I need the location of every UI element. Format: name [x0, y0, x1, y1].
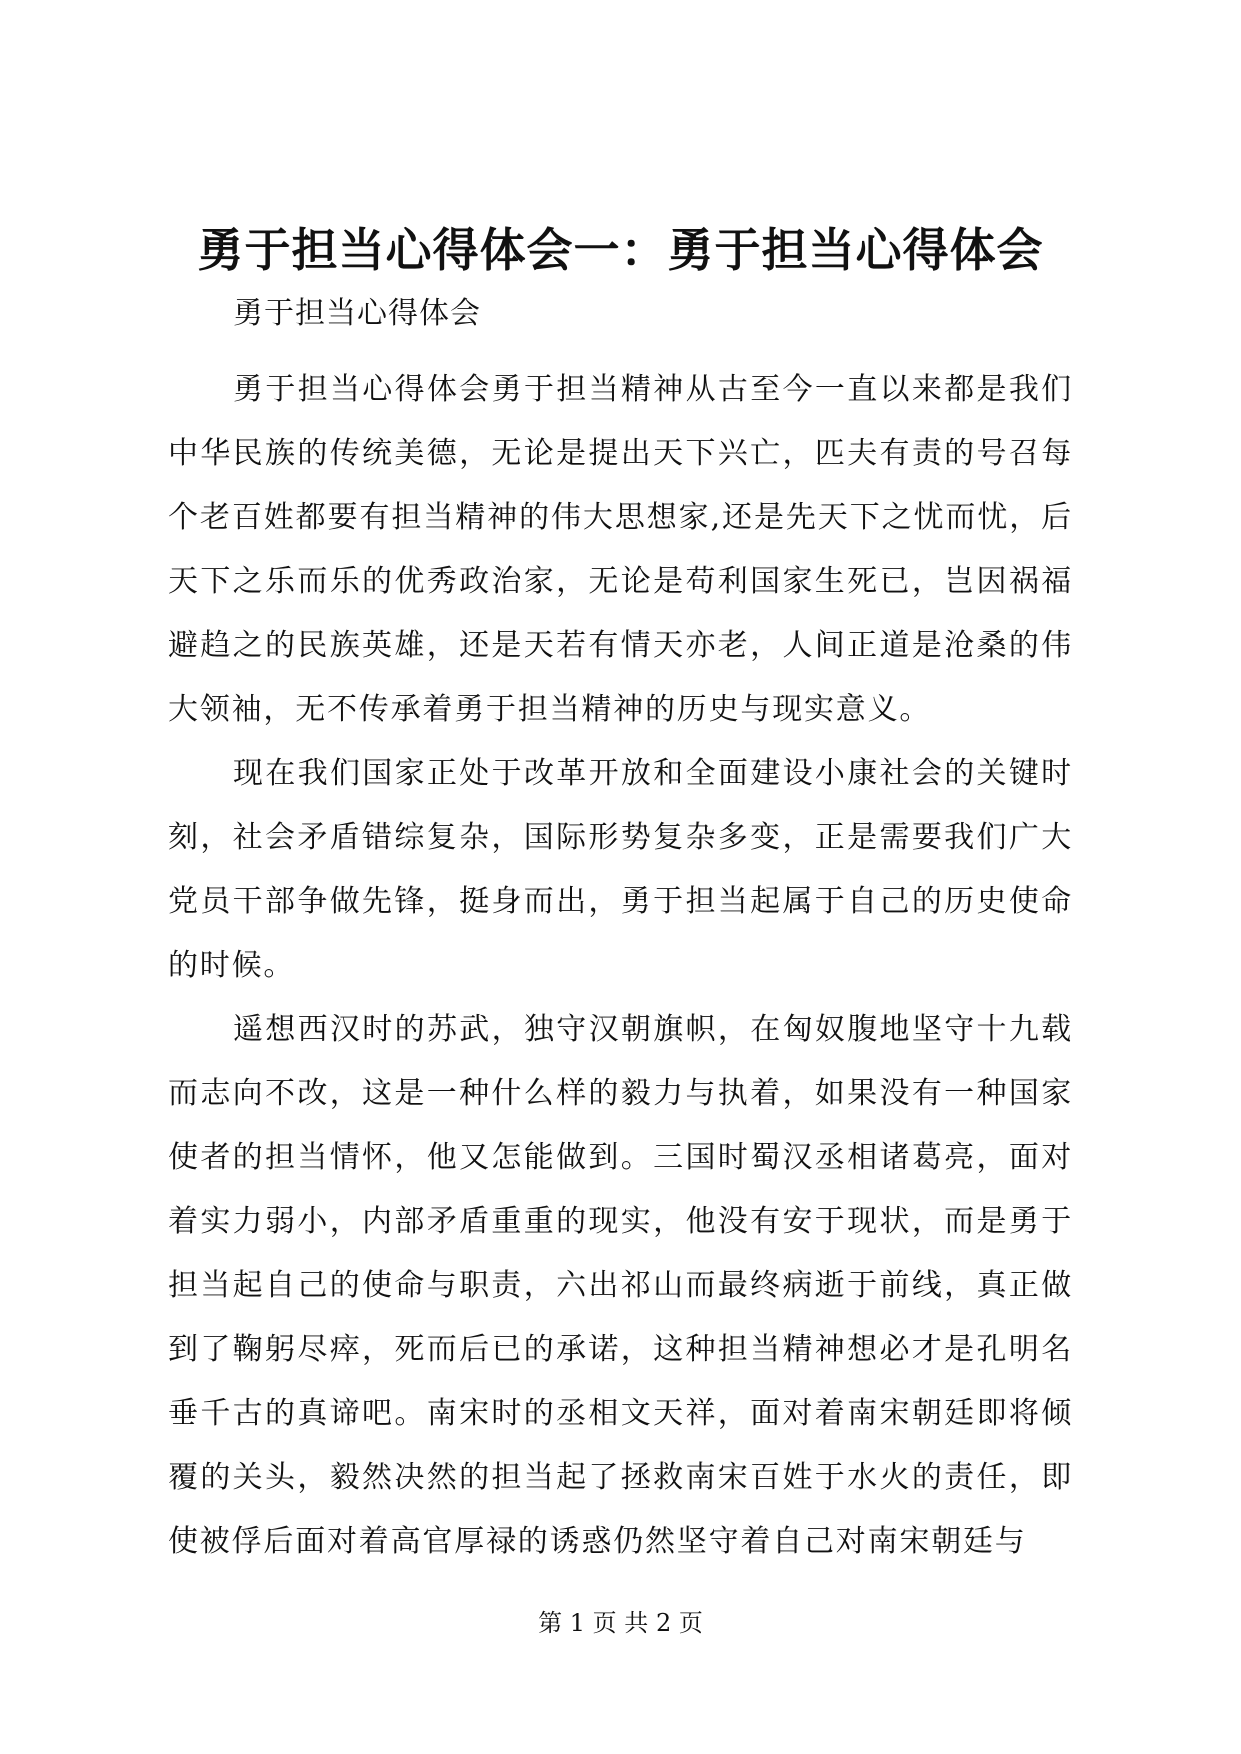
paragraph-2: 现在我们国家正处于改革开放和全面建设小康社会的关键时刻，社会矛盾错综复杂，国际形势复杂多变，正是需要我们广大党员干部争做先锋，挺身而出，勇于担当起属于自己的历史使命的时候。 — [168, 756, 1073, 983]
document-title: 勇于担当心得体会一：勇于担当心得体会 — [197, 223, 1044, 277]
paragraph-1: 勇于担当心得体会勇于担当精神从古至今一直以来都是我们中华民族的传统美德，无论是提出天下兴亡，匹夫有责的号召每个老百姓都要有担当精神的伟大思想家,还是先天下之忧而忧，后天下之乐而乐的优秀政治家，无论是苟利国家生死已，岂因祸福避趋之的民族英雄，还是天若有情天亦老，人间正道是沧桑的伟大领袖，无不传承着勇于担当精神的历史与现实意义。 — [168, 372, 1073, 727]
document-subtitle: 勇于担当心得体会 — [233, 296, 481, 331]
document-body — [168, 358, 1073, 1574]
paragraph-3: 遥想西汉时的苏武，独守汉朝旗帜，在匈奴腹地坚守十九载而志向不改，这是一种什么样的毅力与执着，如果没有一种国家使者的担当情怀，他又怎能做到。三国时蜀汉丞相诸葛亮，面对着实力弱小，内部矛盾重重的现实，他没有安于现状，而是勇于担当起自己的使命与职责，六出祁山而最终病逝于前线，真正做到了鞠躬尽瘁，死而后已的承诺，这种担当精神想必才是孔明名垂千古的真谛吧。南宋时的丞相文天祥，面对着南宋朝廷即将倾覆的关头，毅然决然的担当起了拯救南宋百姓于水火的责任，即使被俘后面对着高官厚禄的诱惑仍然坚守着自己对南宋朝廷与 — [168, 1012, 1073, 1559]
page-number-footer: 第 1 页 共 2 页 — [538, 1609, 703, 1637]
